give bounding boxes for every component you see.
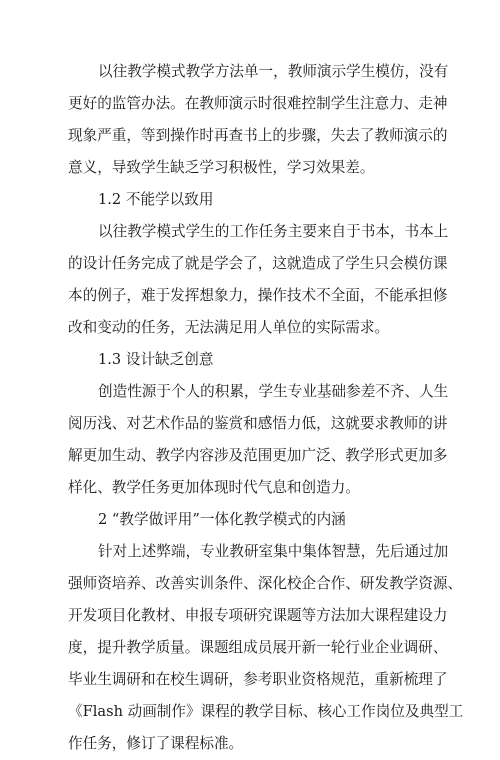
text-line: 改和变动的任务，无法满足用人单位的实际需求。 bbox=[68, 319, 390, 336]
text-line: 更好的监管办法。在教师演示时很难控制学生注意力、走神 bbox=[68, 95, 448, 112]
section-heading bbox=[68, 504, 434, 536]
text-line: 的设计任务完成了就是学会了，这就造成了学生只会模仿课 bbox=[68, 255, 448, 272]
document-body bbox=[68, 56, 464, 760]
text-line: 本的例子，难于发挥想象力，操作技术不全面，不能承担修 bbox=[68, 287, 448, 304]
text-line: 创造性源于个人的积累，学生专业基础参差不齐、人生 bbox=[98, 383, 449, 400]
text-line: 《Flash 动画制作》课程的教学目标、核心工作岗位及典型工 bbox=[68, 703, 464, 720]
text-line: 作任务，修订了课程标准。 bbox=[68, 735, 244, 752]
text-line: 以往教学模式教学方法单一，教师演示学生模仿，没有 bbox=[98, 63, 449, 80]
text-line: 以往教学模式学生的工作任务主要来自于书本，书本上 bbox=[98, 223, 449, 240]
section-heading bbox=[68, 344, 434, 376]
paragraph bbox=[68, 536, 464, 760]
paragraph bbox=[68, 216, 449, 344]
text-line: 现象严重，等到操作时再查书上的步骤，失去了教师演示的 bbox=[68, 127, 448, 144]
heading-text: 1.3 设计缺乏创意 bbox=[98, 351, 214, 368]
heading-text: 1.2 不能学以致用 bbox=[98, 191, 214, 208]
heading-text: 2 “教学做评用”一体化教学模式的内涵 bbox=[98, 511, 346, 528]
section-heading bbox=[68, 184, 434, 216]
text-line: 阅历浅、对艺术作品的鉴赏和感悟力低，这就要求教师的讲 bbox=[68, 415, 448, 432]
text-line: 强师资培养、改善实训条件、深化校企合作、研发教学资源、 bbox=[68, 575, 463, 592]
text-line: 解更加生动、教学内容涉及范围更加广泛、教学形式更加多 bbox=[68, 447, 448, 464]
paragraph bbox=[68, 56, 449, 184]
text-line: 度，提升教学质量。课题组成员展开新一轮行业企业调研、 bbox=[68, 639, 448, 656]
text-line: 毕业生调研和在校生调研，参考职业资格规范，重新梳理了 bbox=[68, 671, 448, 688]
text-line: 开发项目化教材、申报专项研究课题等方法加大课程建设力 bbox=[68, 607, 448, 624]
paragraph bbox=[68, 376, 449, 504]
text-line: 意义，导致学生缺乏学习积极性，学习效果差。 bbox=[68, 159, 375, 176]
text-line: 样化、教学任务更加体现时代气息和创造力。 bbox=[68, 479, 360, 496]
text-line: 针对上述弊端，专业教研室集中集体智慧，先后通过加 bbox=[98, 543, 449, 560]
